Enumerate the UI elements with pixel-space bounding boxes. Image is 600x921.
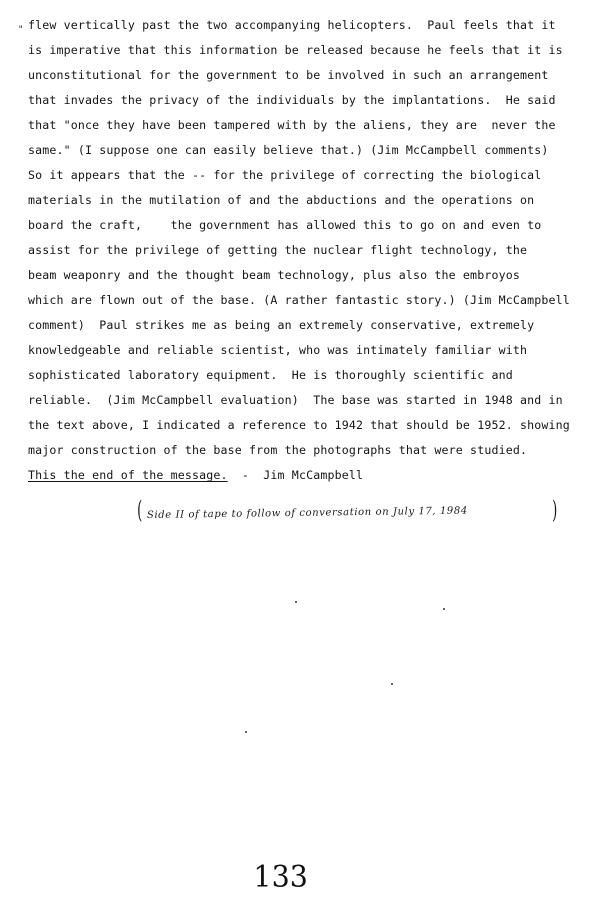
closing-underlined-text: This the end of the message. [28,468,228,482]
scan-speck [391,683,393,685]
text-line: board the craft, the government has allowed this to go on and even to [28,218,542,232]
text-line: assist for the privilege of getting the nuclear flight technology, the [28,243,528,257]
text-line: flew vertically past the two accompanying helicopters. Paul feels that it [28,18,556,32]
text-line: comment) Paul strikes me as being an extremely conservative, extremely [28,318,535,332]
text-line: sophisticated laboratory equipment. He is thoroughly scientific and [28,368,513,382]
closing-signature: - Jim McCampbell [227,468,364,482]
text-line: major construction of the base from the photographs that were studied. [28,443,528,457]
text-line: that invades the privacy of the individuals by the implantations. He said [28,93,556,107]
text-line: materials in the mutilation of and the abductions and the operations on [28,193,535,207]
text-line: unconstitutional for the government to be involved in such an arrangement [28,68,549,82]
text-line: beam weaponry and the thought beam technology, plus also the embroyos [28,268,520,282]
margin-tick-mark: " [18,25,24,35]
scan-speck [295,601,297,603]
text-line: reliable. (Jim McCampbell evaluation) The base was started in 1948 and in [28,393,563,407]
scan-speck [245,731,247,733]
scan-speck [443,608,445,610]
page-number: 133 [253,860,308,895]
handwritten-close-paren: ) [552,496,558,524]
text-line: which are flown out of the base. (A rather fantastic story.) (Jim McCampbell [28,293,570,307]
text-line: same." (I suppose one can easily believe that.) (Jim McCampbell comments) [28,143,549,157]
text-line: knowledgeable and reliable scientist, who was intimately familiar with [28,343,528,357]
text-line: So it appears that the -- for the privilege of correcting the biological [28,168,542,182]
text-line: is imperative that this information be released because he feels that it is [28,43,563,57]
handwritten-open-paren: ( [137,496,143,524]
closing-line [28,468,363,482]
text-line: the text above, I indicated a reference to 1942 that should be 1952. showing [28,418,570,432]
handwritten-note [135,496,565,538]
handwritten-note-text: Side II of tape to follow of conversation on July 17, 1984 [146,505,468,521]
text-line: that "once they have been tampered with by the aliens, they are never the [28,118,556,132]
